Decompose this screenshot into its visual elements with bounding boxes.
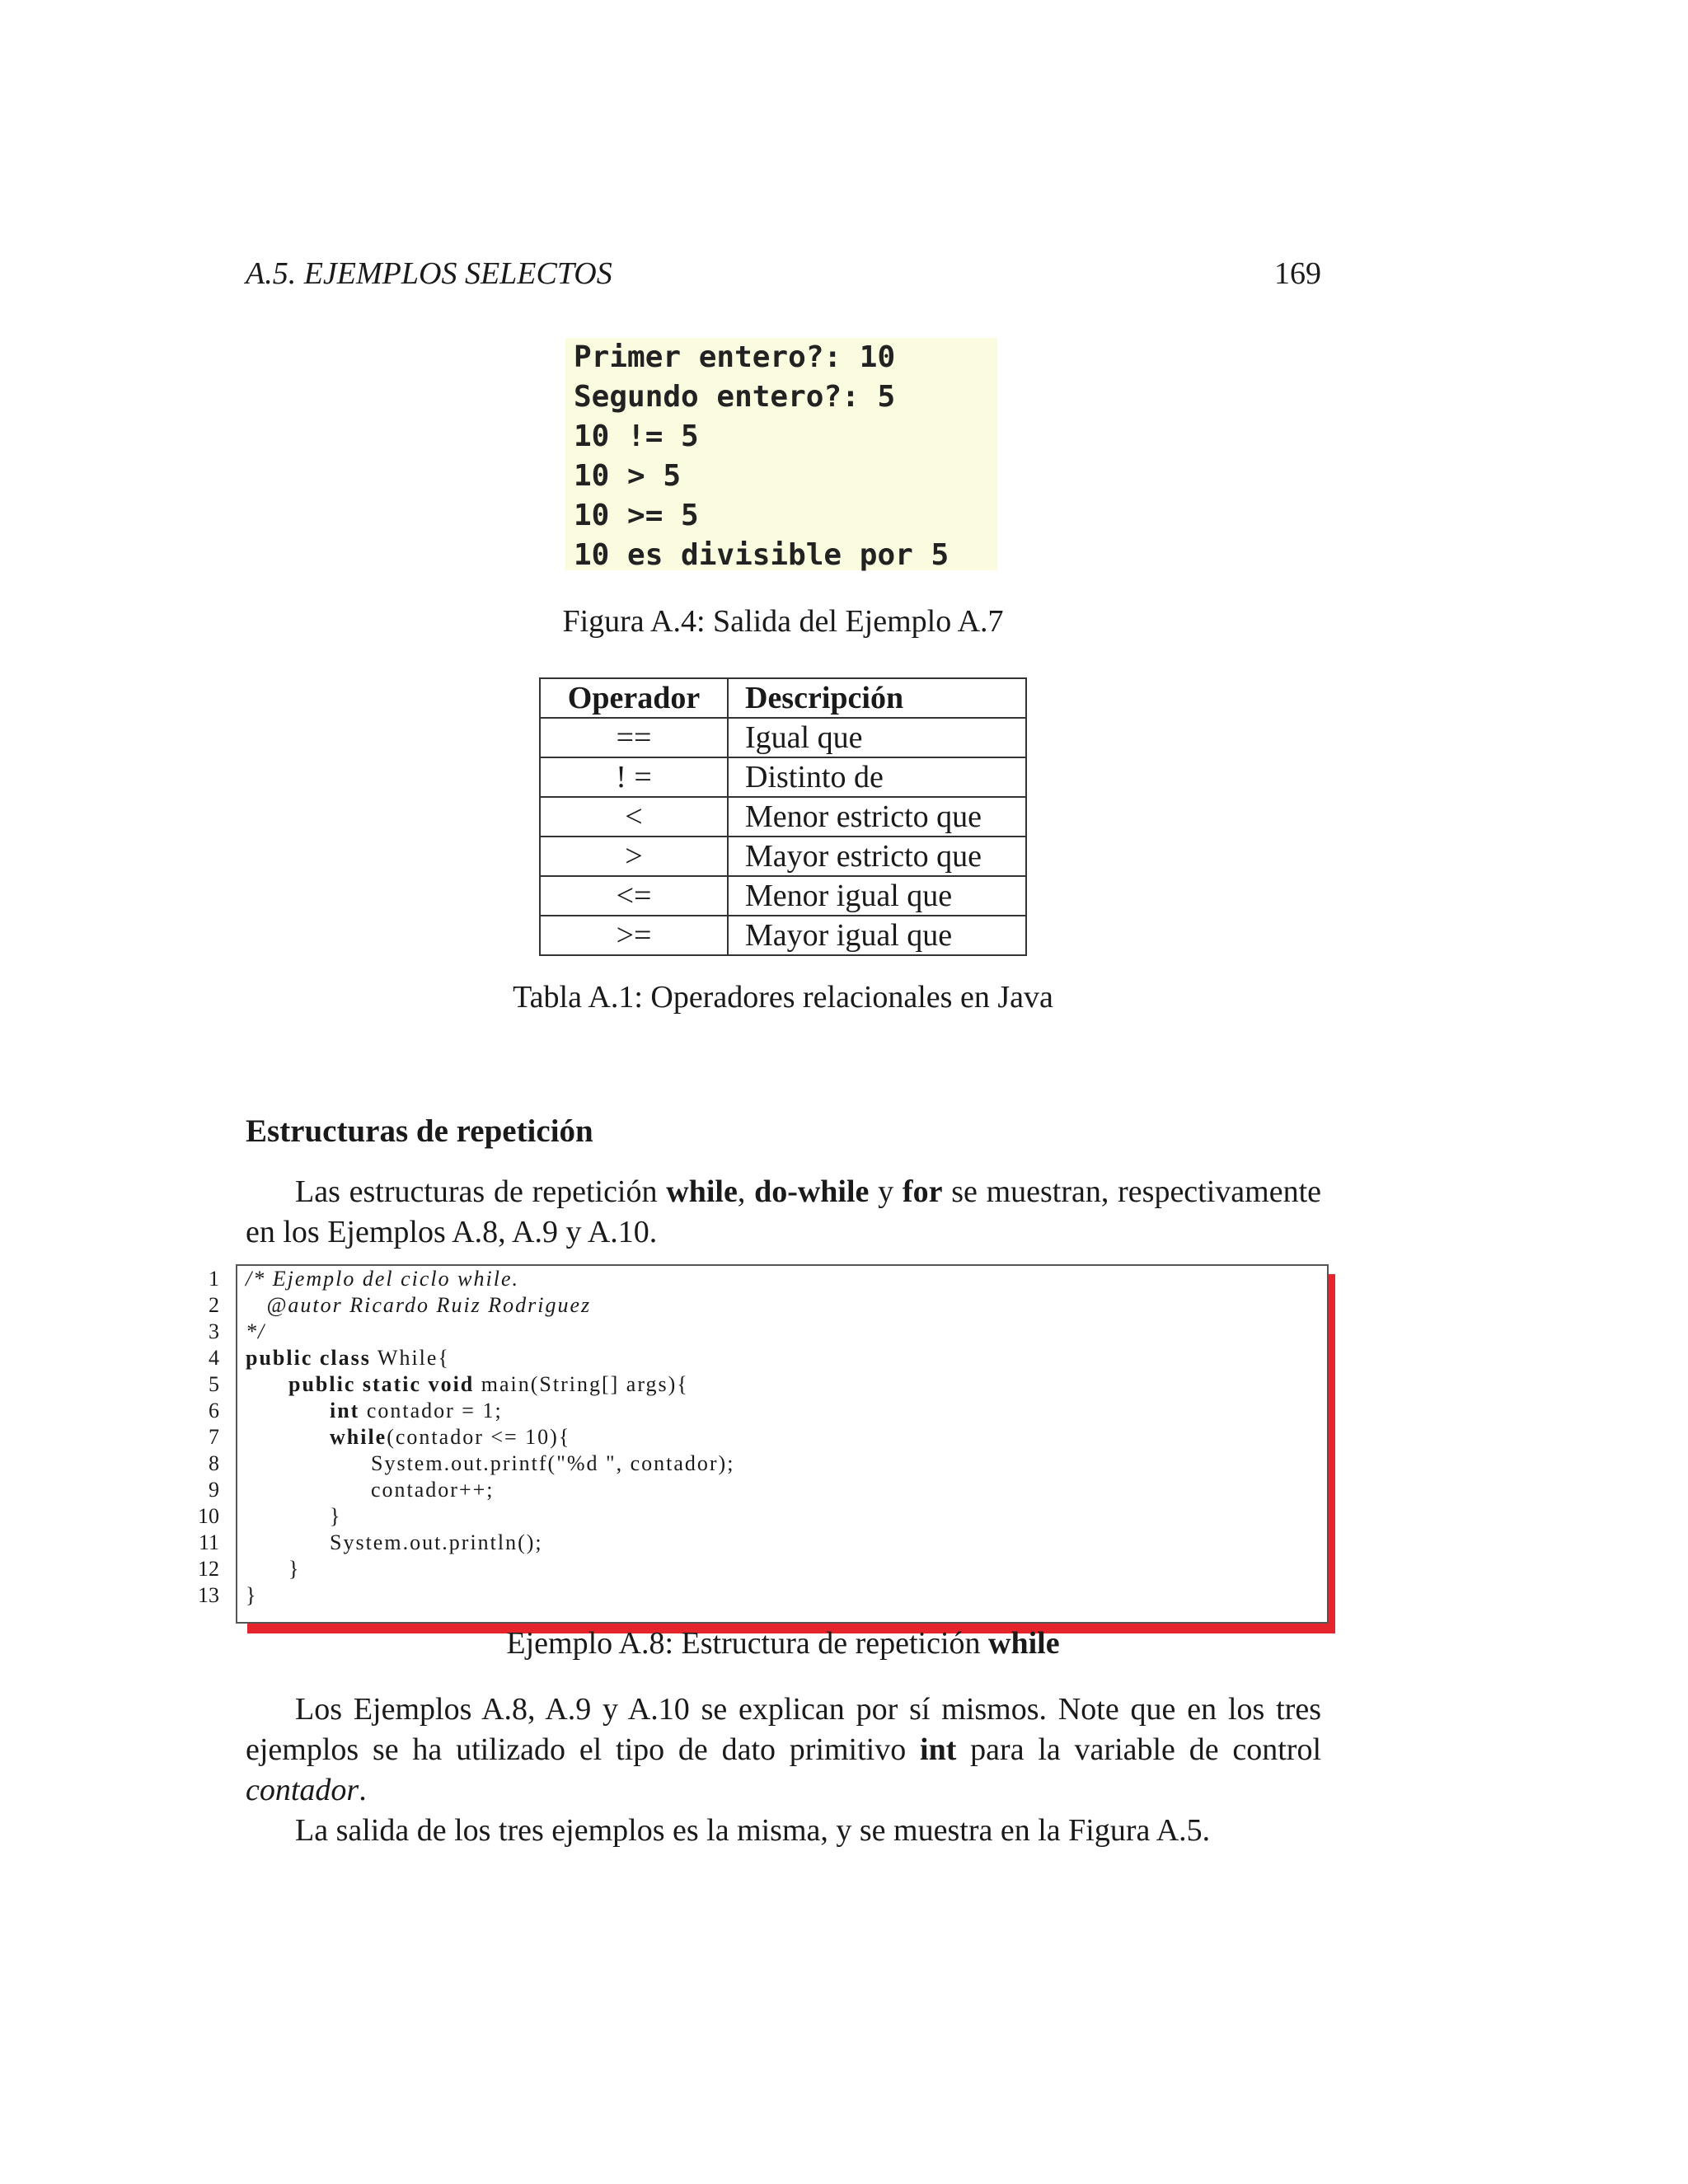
description-cell: Distinto de <box>728 757 1026 797</box>
description-cell: Mayor igual que <box>728 916 1026 955</box>
text-run: Las estructuras de repetición <box>295 1174 667 1209</box>
console-line: Primer entero?: 10 <box>574 340 896 374</box>
line-number: 7 <box>209 1425 219 1449</box>
code-text: main(String[] args){ <box>474 1372 689 1396</box>
table-row <box>540 757 1026 797</box>
line-number: 2 <box>209 1293 219 1317</box>
line-number: 3 <box>209 1319 219 1343</box>
description-cell: Menor estricto que <box>728 797 1026 837</box>
table-row <box>540 916 1026 955</box>
variable-name: contador <box>246 1773 359 1807</box>
code-text: contador = 1; <box>359 1399 503 1422</box>
text-run: y <box>869 1174 903 1209</box>
table-row <box>540 876 1026 916</box>
keyword-int: int <box>920 1732 957 1767</box>
code-line: } <box>330 1504 342 1528</box>
console-line: Segundo entero?: 5 <box>574 380 896 414</box>
keyword-do-while: do-while <box>754 1174 870 1209</box>
code-line <box>330 1398 503 1424</box>
console-output-figure <box>565 338 997 570</box>
console-line: 10 > 5 <box>574 459 682 493</box>
description-cell: Igual que <box>728 718 1026 757</box>
code-line: System.out.printf("%d ", contador); <box>371 1451 735 1475</box>
operator-cell: ! = <box>540 757 728 797</box>
table-row <box>540 797 1026 837</box>
code-line: /* Ejemplo del ciclo while. <box>246 1267 519 1291</box>
code-text: (contador <= 10){ <box>387 1425 571 1449</box>
line-number: 13 <box>198 1583 219 1607</box>
table-header-cell: Descripción <box>728 678 1026 718</box>
code-line: System.out.println(); <box>330 1530 543 1554</box>
paragraph <box>246 1690 1321 1811</box>
line-number: 11 <box>198 1530 219 1554</box>
console-line: 10 != 5 <box>574 419 699 453</box>
text-run: , <box>737 1174 755 1209</box>
table-row <box>540 837 1026 876</box>
table-row <box>540 718 1026 757</box>
console-line: 10 es divisible por 5 <box>574 538 950 572</box>
code-keyword: int <box>330 1399 360 1422</box>
line-number: 5 <box>209 1372 219 1396</box>
text-run: . <box>359 1773 367 1807</box>
code-line <box>288 1371 689 1398</box>
running-head <box>246 255 1321 297</box>
subsection-heading: Estructuras de repetición <box>246 1113 593 1149</box>
code-line <box>246 1345 450 1371</box>
line-number: 4 <box>209 1346 219 1370</box>
line-number: 1 <box>209 1267 219 1291</box>
line-number: 6 <box>209 1399 219 1422</box>
console-line: 10 >= 5 <box>574 499 699 532</box>
code-keyword: public static void <box>288 1372 475 1396</box>
line-number: 8 <box>209 1451 219 1475</box>
code-keyword: public class <box>246 1346 371 1370</box>
code-caption <box>412 1625 1154 1661</box>
code-line: } <box>246 1583 258 1607</box>
operator-cell: < <box>540 797 728 837</box>
description-cell: Mayor estricto que <box>728 837 1026 876</box>
text-run: para la variable de control <box>956 1732 1321 1767</box>
page-number: 169 <box>1274 256 1321 291</box>
text-run: se muestran, respectivamente en los Ejemplos A.8, A.9 y A.10. <box>246 1174 1322 1249</box>
caption-text: Ejemplo A.8: Estructura de repetición <box>506 1626 989 1661</box>
body-paragraphs <box>246 1690 1321 1851</box>
line-number: 9 <box>209 1478 219 1502</box>
code-text: While{ <box>370 1346 450 1370</box>
intro-paragraph <box>246 1172 1321 1253</box>
operator-cell: > <box>540 837 728 876</box>
relational-operators-table <box>539 677 1027 956</box>
keyword-for: for <box>902 1174 943 1209</box>
section-title: A.5. EJEMPLOS SELECTOS <box>246 256 612 291</box>
operator-cell: <= <box>540 876 728 916</box>
code-keyword: while <box>330 1425 387 1449</box>
line-number: 12 <box>198 1557 219 1581</box>
text-run: Los Ejemplos A.8, A.9 y A.10 se explican por sí mismos. Note que en los tres ejemplos se ha utilizado el tipo de dato primitivo <box>246 1692 1321 1767</box>
code-line <box>330 1424 570 1451</box>
description-cell: Menor igual que <box>728 876 1026 916</box>
paragraph: La salida de los tres ejemplos es la misma, y se muestra en la Figura A.5. <box>295 1813 1211 1848</box>
code-line: } <box>288 1557 301 1581</box>
code-line: contador++; <box>371 1478 495 1502</box>
code-line: @autor Ricardo Ruiz Rodriguez <box>246 1293 592 1317</box>
operator-cell: == <box>540 718 728 757</box>
table-header-row <box>540 678 1026 718</box>
figure-caption: Figura A.4: Salida del Ejemplo A.7 <box>562 604 1004 639</box>
table-caption: Tabla A.1: Operadores relacionales en Java <box>513 980 1053 1015</box>
operator-cell: >= <box>540 916 728 955</box>
keyword-while: while <box>666 1174 738 1209</box>
table-header-cell: Operador <box>540 678 728 718</box>
code-line: */ <box>246 1319 266 1343</box>
line-number: 10 <box>198 1504 219 1528</box>
caption-keyword: while <box>988 1626 1060 1661</box>
